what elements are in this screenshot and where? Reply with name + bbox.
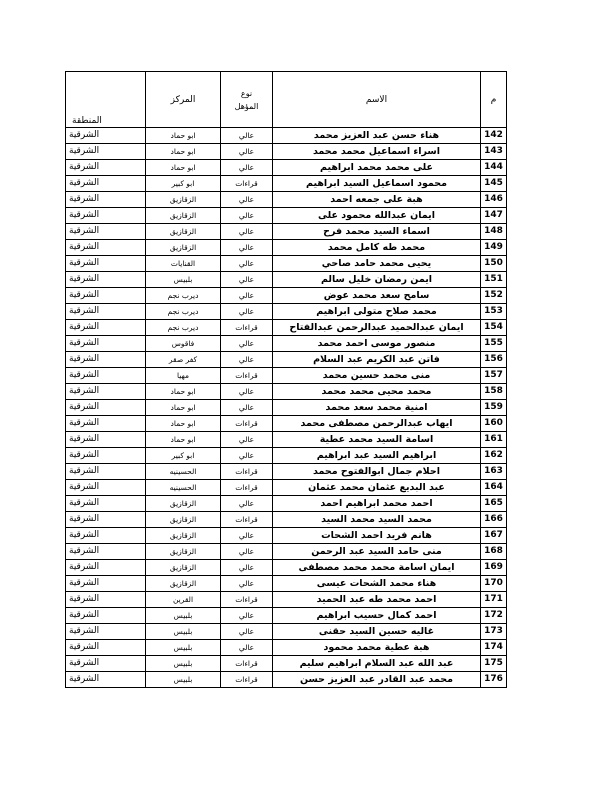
cell-name: هناء محمد الشحات عيسى <box>273 576 481 592</box>
cell-region: الشرقية <box>66 608 146 624</box>
cell-region: الشرقية <box>66 208 146 224</box>
cell-qualification: عالي <box>221 400 273 416</box>
cell-region: الشرقية <box>66 240 146 256</box>
table-row <box>66 560 507 576</box>
cell-center: ابو حماد <box>146 128 221 144</box>
table-row <box>66 160 507 176</box>
table-row <box>66 192 507 208</box>
cell-region: الشرقية <box>66 256 146 272</box>
table-row <box>66 496 507 512</box>
header-region <box>66 72 146 128</box>
cell-name: ايمان عبدالحميد عبدالرحمن عبدالفتاح <box>273 320 481 336</box>
cell-region: الشرقية <box>66 480 146 496</box>
cell-name: اسامة السيد محمد عطية <box>273 432 481 448</box>
cell-m: 147 <box>481 208 507 224</box>
cell-region: الشرقية <box>66 144 146 160</box>
cell-m: 142 <box>481 128 507 144</box>
cell-qualification: عالي <box>221 352 273 368</box>
cell-m: 152 <box>481 288 507 304</box>
table-row <box>66 272 507 288</box>
cell-center: الزقازيق <box>146 560 221 576</box>
cell-m: 170 <box>481 576 507 592</box>
header-name-label: الاسم <box>365 94 388 105</box>
roster-table <box>65 71 507 688</box>
table-row <box>66 416 507 432</box>
cell-center: ابو حماد <box>146 144 221 160</box>
cell-qualification: عالي <box>221 432 273 448</box>
cell-m: 151 <box>481 272 507 288</box>
header-center <box>146 72 221 128</box>
cell-region: الشرقية <box>66 224 146 240</box>
cell-m: 156 <box>481 352 507 368</box>
table-row <box>66 480 507 496</box>
cell-name: هانم فريد احمد الشحات <box>273 528 481 544</box>
cell-m: 176 <box>481 672 507 688</box>
cell-name: احمد محمد ابراهيم احمد <box>273 496 481 512</box>
cell-qualification: عالي <box>221 144 273 160</box>
cell-qualification: قراءات <box>221 176 273 192</box>
cell-qualification: عالي <box>221 640 273 656</box>
cell-qualification: عالي <box>221 304 273 320</box>
header-region-label: المنطقة <box>72 116 102 126</box>
cell-center: الحسينيه <box>146 464 221 480</box>
cell-qualification: عالي <box>221 560 273 576</box>
cell-qualification: قراءات <box>221 672 273 688</box>
cell-qualification: عالي <box>221 288 273 304</box>
cell-region: الشرقية <box>66 160 146 176</box>
cell-center: بلبيس <box>146 656 221 672</box>
cell-region: الشرقية <box>66 304 146 320</box>
cell-region: الشرقية <box>66 320 146 336</box>
cell-qualification: قراءات <box>221 512 273 528</box>
cell-m: 174 <box>481 640 507 656</box>
cell-center: بلبيس <box>146 608 221 624</box>
cell-m: 175 <box>481 656 507 672</box>
cell-region: الشرقية <box>66 496 146 512</box>
cell-name: ايمان اسامة محمد محمد مصطفى <box>273 560 481 576</box>
cell-qualification: قراءات <box>221 464 273 480</box>
cell-center: بلبيس <box>146 272 221 288</box>
table-row <box>66 352 507 368</box>
table-row <box>66 656 507 672</box>
cell-qualification: عالي <box>221 208 273 224</box>
cell-center: بلبيس <box>146 624 221 640</box>
cell-region: الشرقية <box>66 656 146 672</box>
header-qualification <box>221 72 273 128</box>
header-center-label: المركز <box>170 94 196 105</box>
cell-name: اسراء اسماعيل محمد محمد <box>273 144 481 160</box>
cell-center: ديرب نجم <box>146 304 221 320</box>
cell-center: الزقازيق <box>146 512 221 528</box>
cell-region: الشرقية <box>66 352 146 368</box>
table-row <box>66 176 507 192</box>
cell-center: مهيا <box>146 368 221 384</box>
cell-qualification: عالي <box>221 528 273 544</box>
cell-region: الشرقية <box>66 288 146 304</box>
cell-m: 158 <box>481 384 507 400</box>
cell-name: احمد كمال حسيب ابراهيم <box>273 608 481 624</box>
table-row <box>66 608 507 624</box>
cell-m: 150 <box>481 256 507 272</box>
cell-qualification: قراءات <box>221 368 273 384</box>
cell-region: الشرقية <box>66 512 146 528</box>
cell-center: ابو حماد <box>146 384 221 400</box>
cell-qualification: عالي <box>221 336 273 352</box>
cell-region: الشرقية <box>66 368 146 384</box>
cell-name: ايمان عبدالله محمود على <box>273 208 481 224</box>
cell-name: عبد الله عبد السلام ابراهيم سليم <box>273 656 481 672</box>
cell-center: القنايات <box>146 256 221 272</box>
cell-name: محمد طه كامل محمد <box>273 240 481 256</box>
cell-m: 149 <box>481 240 507 256</box>
cell-center: كفر صقر <box>146 352 221 368</box>
cell-center: بلبيس <box>146 640 221 656</box>
cell-center: الزقازيق <box>146 528 221 544</box>
cell-center: ابو حماد <box>146 432 221 448</box>
cell-center: ابو حماد <box>146 160 221 176</box>
table-row <box>66 304 507 320</box>
cell-center: ابو حماد <box>146 416 221 432</box>
table-header-row <box>66 72 507 128</box>
cell-center: الزقازيق <box>146 544 221 560</box>
cell-region: الشرقية <box>66 640 146 656</box>
table-body <box>66 128 507 688</box>
table-row <box>66 336 507 352</box>
cell-center: القرين <box>146 592 221 608</box>
cell-center: الزقازيق <box>146 208 221 224</box>
table-row <box>66 368 507 384</box>
cell-m: 167 <box>481 528 507 544</box>
cell-region: الشرقية <box>66 400 146 416</box>
table-row <box>66 288 507 304</box>
cell-name: على محمد محمد ابراهيم <box>273 160 481 176</box>
cell-name: امنية محمد سعد محمد <box>273 400 481 416</box>
cell-m: 153 <box>481 304 507 320</box>
cell-region: الشرقية <box>66 576 146 592</box>
cell-region: الشرقية <box>66 592 146 608</box>
cell-name: ايهاب عبدالرحمن مصطفى محمد <box>273 416 481 432</box>
cell-region: الشرقية <box>66 528 146 544</box>
cell-region: الشرقية <box>66 544 146 560</box>
cell-qualification: عالي <box>221 160 273 176</box>
cell-qualification: عالي <box>221 224 273 240</box>
cell-name: هبة على جمعه احمد <box>273 192 481 208</box>
cell-qualification: عالي <box>221 576 273 592</box>
cell-qualification: عالي <box>221 256 273 272</box>
cell-m: 171 <box>481 592 507 608</box>
cell-center: الزقازيق <box>146 240 221 256</box>
cell-center: الزقازيق <box>146 224 221 240</box>
table-row <box>66 576 507 592</box>
cell-qualification: عالي <box>221 240 273 256</box>
header-m-label: م <box>490 94 497 105</box>
cell-name: هناء حسن عبد العزيز محمد <box>273 128 481 144</box>
table-row <box>66 448 507 464</box>
cell-region: الشرقية <box>66 448 146 464</box>
cell-name: عبد البديع عثمان محمد عثمان <box>273 480 481 496</box>
cell-qualification: قراءات <box>221 416 273 432</box>
table-row <box>66 640 507 656</box>
cell-m: 165 <box>481 496 507 512</box>
cell-region: الشرقية <box>66 624 146 640</box>
cell-region: الشرقية <box>66 464 146 480</box>
table-row <box>66 672 507 688</box>
cell-name: محمد السيد محمد السيد <box>273 512 481 528</box>
cell-name: محمد عبد القادر عبد العزيز حسن <box>273 672 481 688</box>
cell-name: يحيى محمد حامد صاحي <box>273 256 481 272</box>
table-row <box>66 384 507 400</box>
cell-name: محمد محيى محمد محمد <box>273 384 481 400</box>
cell-region: الشرقية <box>66 192 146 208</box>
cell-m: 146 <box>481 192 507 208</box>
cell-m: 144 <box>481 160 507 176</box>
cell-name: منى محمد حسين محمد <box>273 368 481 384</box>
cell-qualification: قراءات <box>221 320 273 336</box>
table-row <box>66 624 507 640</box>
cell-qualification: عالي <box>221 128 273 144</box>
cell-qualification: عالي <box>221 384 273 400</box>
header-qualification-line1: نوع <box>240 88 253 98</box>
table-row <box>66 464 507 480</box>
table-row <box>66 320 507 336</box>
cell-qualification: عالي <box>221 544 273 560</box>
cell-center: فاقوس <box>146 336 221 352</box>
cell-m: 166 <box>481 512 507 528</box>
header-name <box>273 72 481 128</box>
cell-qualification: قراءات <box>221 480 273 496</box>
cell-name: احمد محمد طه عبد الحميد <box>273 592 481 608</box>
cell-region: الشرقية <box>66 432 146 448</box>
cell-region: الشرقية <box>66 176 146 192</box>
cell-name: ايمن رمضان خليل سالم <box>273 272 481 288</box>
cell-center: الزقازيق <box>146 192 221 208</box>
document-page <box>65 71 503 688</box>
cell-name: منصور موسى احمد محمد <box>273 336 481 352</box>
table-row <box>66 256 507 272</box>
cell-name: سامح سعد محمد عوض <box>273 288 481 304</box>
cell-name: ابراهيم السيد عبد ابراهيم <box>273 448 481 464</box>
table-row <box>66 224 507 240</box>
cell-name: احلام جمال ابوالفتوح محمد <box>273 464 481 480</box>
table-row <box>66 400 507 416</box>
cell-name: محمود اسماعيل السيد ابراهيم <box>273 176 481 192</box>
cell-m: 173 <box>481 624 507 640</box>
cell-qualification: عالي <box>221 448 273 464</box>
cell-m: 161 <box>481 432 507 448</box>
cell-qualification: قراءات <box>221 656 273 672</box>
cell-name: هبة عطية محمد محمود <box>273 640 481 656</box>
cell-region: الشرقية <box>66 336 146 352</box>
cell-name: اسماء السيد محمد فرح <box>273 224 481 240</box>
cell-m: 145 <box>481 176 507 192</box>
cell-qualification: عالي <box>221 192 273 208</box>
table-row <box>66 240 507 256</box>
cell-m: 148 <box>481 224 507 240</box>
cell-center: ديرب نجم <box>146 288 221 304</box>
cell-region: الشرقية <box>66 560 146 576</box>
table-row <box>66 208 507 224</box>
cell-m: 143 <box>481 144 507 160</box>
table-row <box>66 144 507 160</box>
cell-center: ديرب نجم <box>146 320 221 336</box>
header-m <box>481 72 507 128</box>
cell-qualification: عالي <box>221 624 273 640</box>
cell-name: محمد صلاح متولى ابراهيم <box>273 304 481 320</box>
cell-name: غاليه حسين السيد حقنى <box>273 624 481 640</box>
cell-region: الشرقية <box>66 272 146 288</box>
cell-name: منى حامد السيد عبد الرحمن <box>273 544 481 560</box>
cell-qualification: عالي <box>221 272 273 288</box>
table-row <box>66 512 507 528</box>
table-row <box>66 544 507 560</box>
cell-m: 160 <box>481 416 507 432</box>
cell-region: الشرقية <box>66 416 146 432</box>
cell-center: ابو كبير <box>146 448 221 464</box>
cell-m: 168 <box>481 544 507 560</box>
cell-center: بلبيس <box>146 672 221 688</box>
cell-m: 162 <box>481 448 507 464</box>
cell-center: ابو كبير <box>146 176 221 192</box>
cell-qualification: قراءات <box>221 592 273 608</box>
cell-m: 164 <box>481 480 507 496</box>
cell-m: 155 <box>481 336 507 352</box>
cell-m: 163 <box>481 464 507 480</box>
cell-center: الحسينيه <box>146 480 221 496</box>
cell-m: 157 <box>481 368 507 384</box>
cell-name: فاتن عبد الكريم عبد السلام <box>273 352 481 368</box>
cell-center: ابو حماد <box>146 400 221 416</box>
cell-center: الزقازيق <box>146 496 221 512</box>
cell-m: 159 <box>481 400 507 416</box>
cell-m: 169 <box>481 560 507 576</box>
header-qualification-line2: المؤهل <box>234 101 259 111</box>
cell-region: الشرقية <box>66 672 146 688</box>
cell-qualification: عالي <box>221 608 273 624</box>
cell-m: 154 <box>481 320 507 336</box>
table-row <box>66 128 507 144</box>
table-row <box>66 432 507 448</box>
cell-center: الزقازيق <box>146 576 221 592</box>
table-row <box>66 592 507 608</box>
table-row <box>66 528 507 544</box>
cell-region: الشرقية <box>66 384 146 400</box>
cell-m: 172 <box>481 608 507 624</box>
cell-region: الشرقية <box>66 128 146 144</box>
cell-qualification: عالي <box>221 496 273 512</box>
